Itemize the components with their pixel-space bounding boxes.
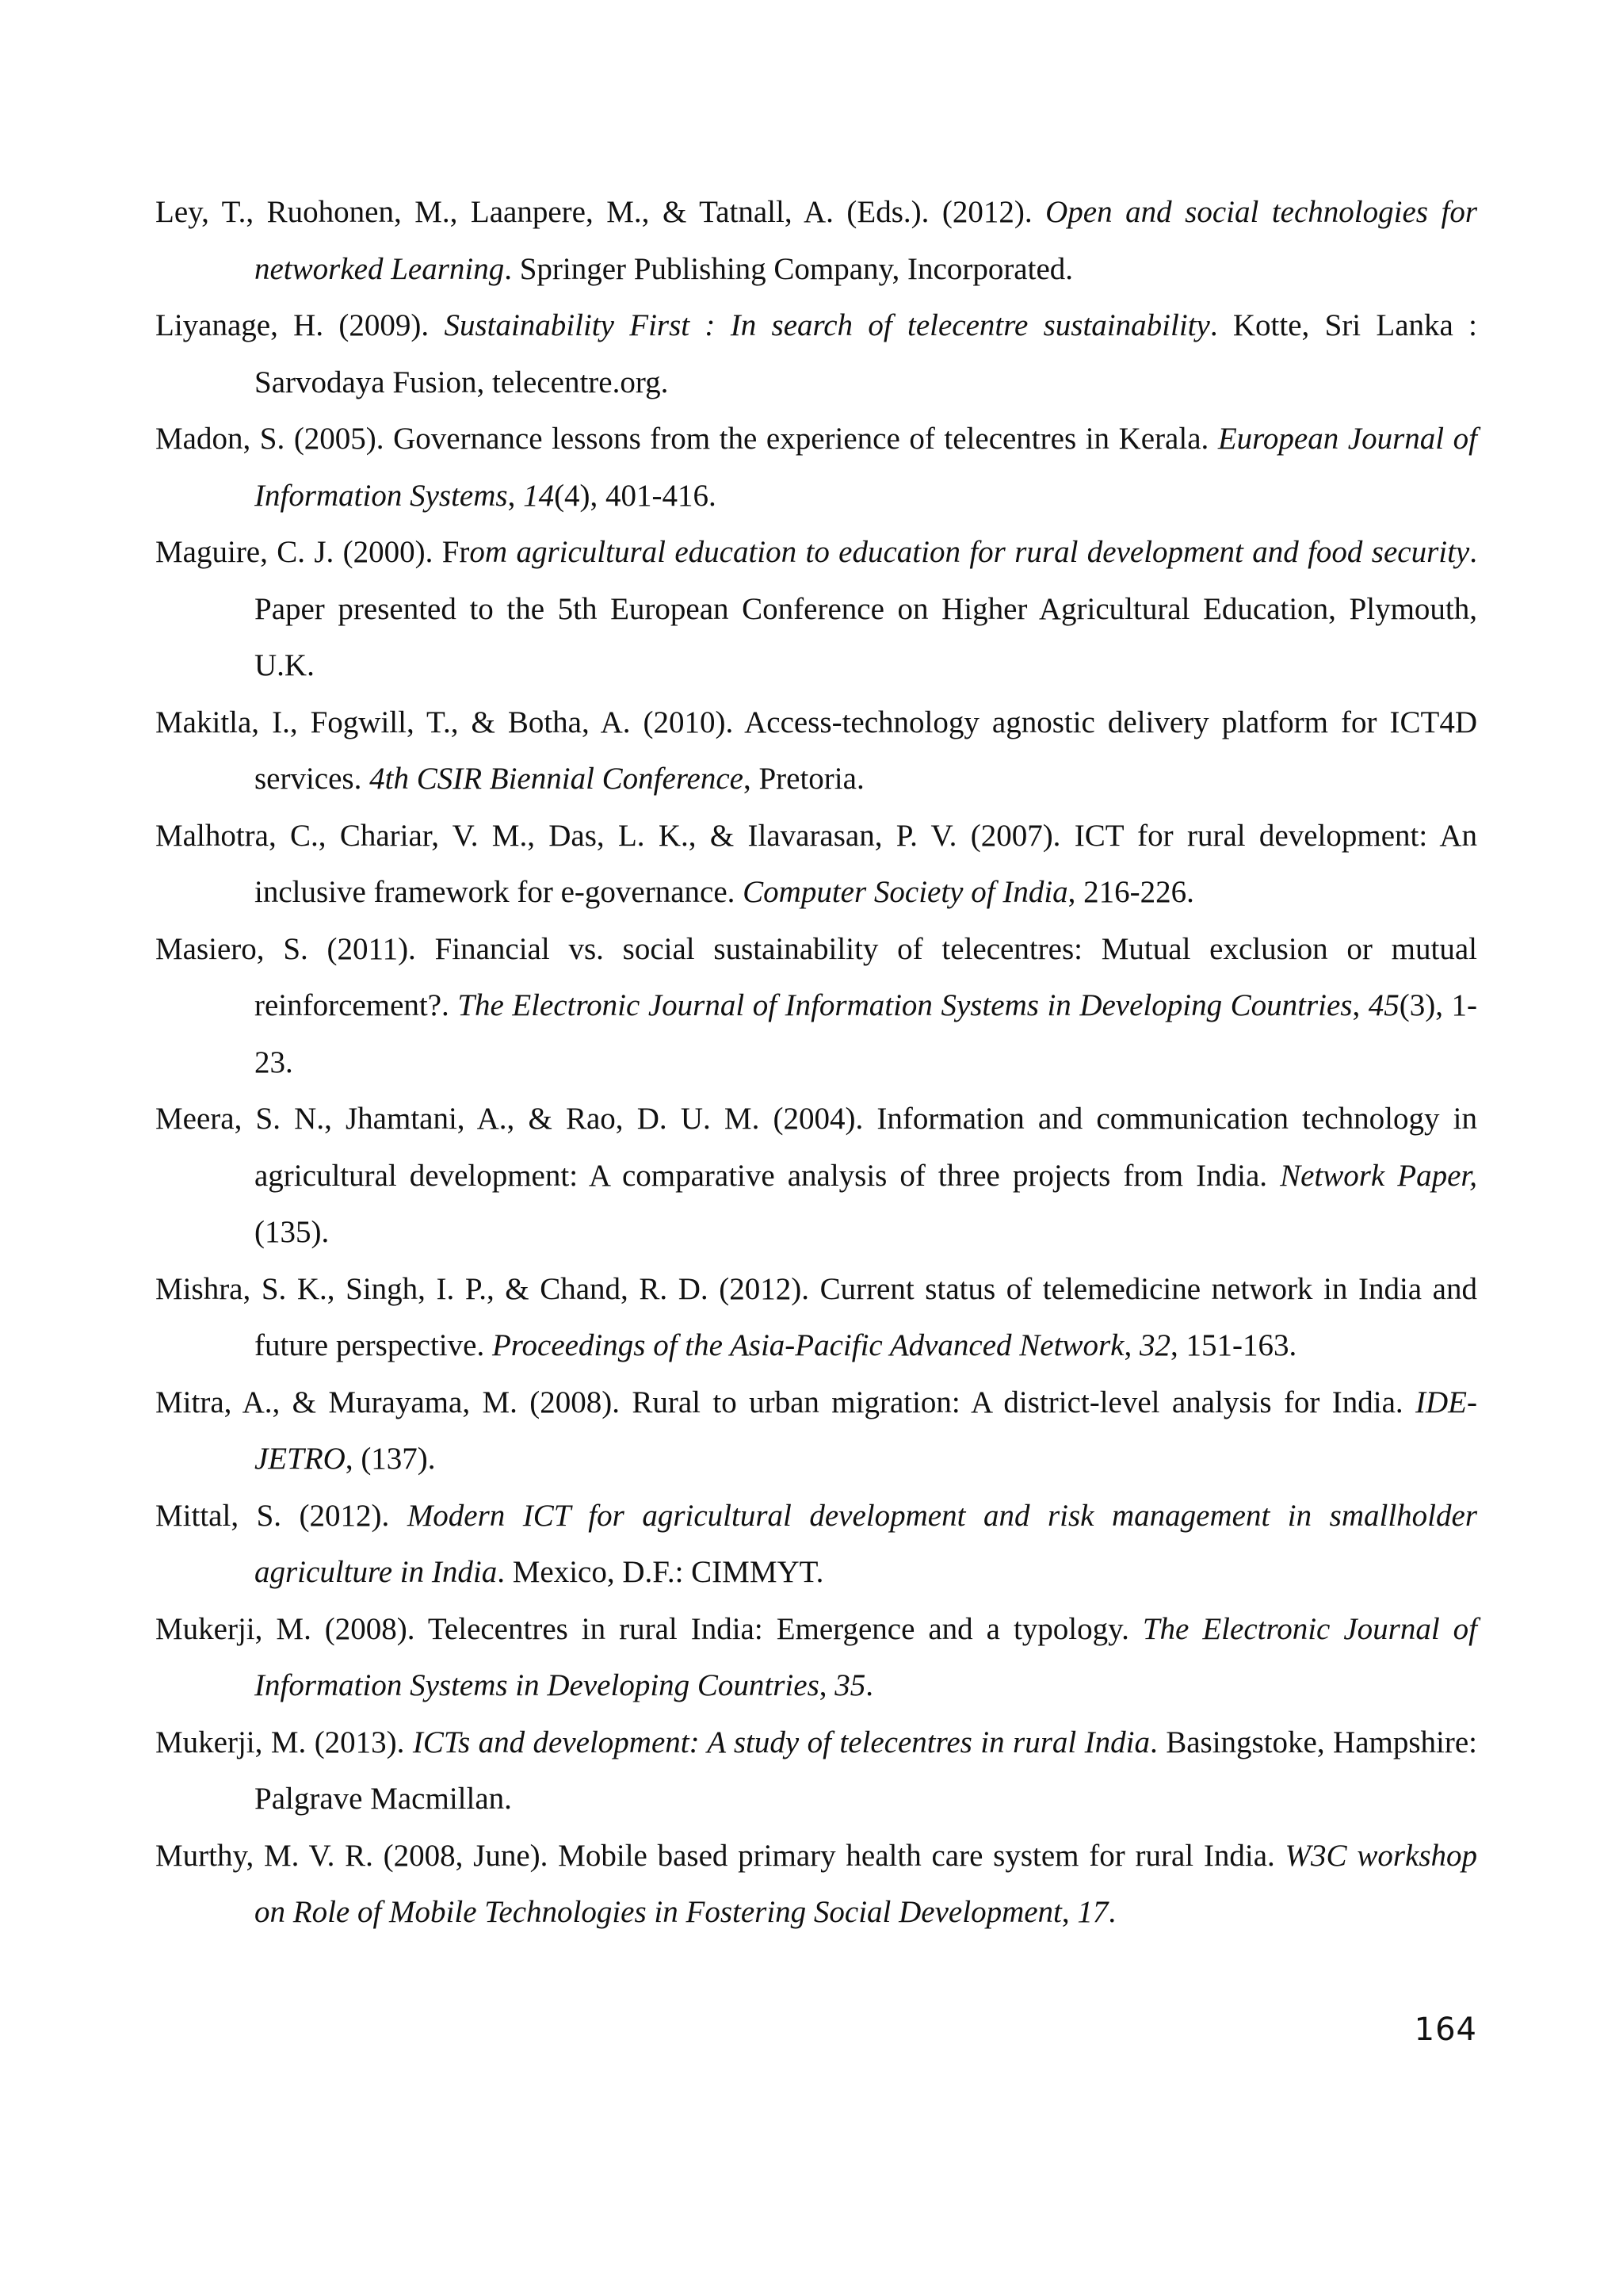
ref-text: , (137).	[345, 1442, 436, 1476]
reference-entry-makitla	[155, 694, 1477, 808]
ref-text: Ley, T., Ruohonen, M., Laanpere, M., & Tatnall, A. (Eds.). (2012).	[155, 195, 1046, 229]
reference-entry-malhotra	[155, 808, 1477, 921]
ref-text: Masiero, S. (2011). Financial vs. social sustainability of telecentres: Mutual exclusion or mutual reinforcement?.	[155, 931, 1477, 1022]
ref-text: , 216-226.	[1067, 875, 1194, 909]
ref-text: Mitra, A., & Murayama, M. (2008). Rural to urban migration: A district-level analysis for India.	[155, 1385, 1416, 1419]
ref-italic-source: W3C workshop on Role of Mobile Technologies in Fostering Social Development	[254, 1838, 1477, 1929]
ref-italic-title: om agricultural education to education for rural development and food security	[469, 535, 1470, 569]
ref-text: , 151-163.	[1170, 1328, 1297, 1362]
ref-text: (4), 401-416.	[554, 478, 716, 513]
ref-text: ,	[1124, 1328, 1140, 1362]
ref-italic-journal: European Journal of Information Systems	[254, 422, 1477, 513]
reference-entry-mukerji-2008	[155, 1601, 1477, 1714]
ref-text: Mittal, S. (2012).	[155, 1498, 407, 1533]
ref-text: Maguire, C. J. (2000). Fr	[155, 535, 470, 569]
ref-text: Liyanage, H. (2009).	[155, 308, 445, 342]
ref-text: Makitla, I., Fogwill, T., & Botha, A. (2010). Access-technology agnostic delivery platform for ICT4D services.	[155, 705, 1477, 796]
ref-text: Mishra, S. K., Singh, I. P., & Chand, R. D. (2012). Current status of telemedicine network in India and future perspective.	[155, 1271, 1477, 1362]
ref-text: .	[865, 1668, 874, 1702]
ref-text: . Mexico, D.F.: CIMMYT.	[497, 1555, 824, 1589]
ref-italic-journal: Network Paper,	[1280, 1158, 1477, 1193]
ref-italic-source: IDE-JETRO	[254, 1385, 1477, 1476]
ref-italic-volume: 45	[1368, 988, 1400, 1022]
reference-entry-mukerji-2013	[155, 1714, 1477, 1828]
ref-text: .	[1108, 1895, 1117, 1929]
ref-text: ,	[819, 1668, 835, 1702]
ref-italic-volume: 14	[523, 478, 555, 513]
ref-text: . Basingstoke, Hampshire: Palgrave Macmillan.	[254, 1725, 1477, 1816]
ref-text: Meera, S. N., Jhamtani, A., & Rao, D. U. M. (2004). Information and communication technology in agricultural development: A comparative analysis of three projects from India.	[155, 1102, 1477, 1193]
ref-text: , Pretoria.	[743, 762, 865, 796]
ref-italic-title: Modern ICT for agricultural development and risk management in smallholder agriculture in India	[254, 1498, 1477, 1589]
reference-entry-ley	[155, 184, 1477, 297]
reference-entry-mittal	[155, 1488, 1477, 1601]
ref-italic-journal: The Electronic Journal of Information Systems in Developing Countries	[457, 988, 1353, 1022]
ref-text: . Paper presented to the 5th European Conference on Higher Agricultural Education, Plymouth, U.K.	[254, 535, 1477, 682]
reference-entry-masiero	[155, 921, 1477, 1091]
page-number: 164	[1414, 2011, 1477, 2048]
ref-text: . Springer Publishing Company, Incorporated.	[504, 251, 1074, 286]
ref-text: Mukerji, M. (2008). Telecentres in rural India: Emergence and a typology.	[155, 1611, 1143, 1646]
ref-text: ,	[1061, 1895, 1078, 1929]
reference-list	[155, 184, 1477, 1941]
ref-italic-source: Computer Society of India	[743, 875, 1068, 909]
reference-entry-maguire	[155, 524, 1477, 694]
reference-entry-murthy	[155, 1828, 1477, 1941]
ref-text: (135).	[254, 1215, 330, 1249]
ref-italic-title: ICTs and development: A study of telecentres in rural India	[412, 1725, 1151, 1759]
ref-italic-conference: 4th CSIR Biennial Conference	[369, 762, 743, 796]
ref-text: ,	[1352, 988, 1369, 1022]
ref-italic-title: Open and social technologies for networked Learning	[254, 195, 1477, 286]
ref-italic-journal: The Electronic Journal of Information Systems in Developing Countries	[254, 1611, 1477, 1702]
ref-text: (3), 1-23.	[254, 988, 1477, 1079]
ref-text: . Kotte, Sri Lanka : Sarvodaya Fusion, telecentre.org.	[254, 308, 1478, 399]
ref-text: Mukerji, M. (2013).	[155, 1725, 413, 1759]
ref-italic-journal: Proceedings of the Asia-Pacific Advanced Network	[491, 1328, 1125, 1362]
ref-text: Malhotra, C., Chariar, V. M., Das, L. K., & Ilavarasan, P. V. (2007). ICT for rural development: An inclusive framework for e-governance.	[155, 818, 1477, 909]
ref-italic-volume: 17	[1077, 1895, 1109, 1929]
reference-entry-meera	[155, 1091, 1477, 1261]
reference-entry-madon	[155, 411, 1477, 524]
ref-text: ,	[507, 478, 524, 513]
reference-entry-mishra	[155, 1261, 1477, 1374]
ref-text: Madon, S. (2005). Governance lessons from the experience of telecentres in Kerala.	[155, 422, 1218, 456]
ref-italic-volume: 32	[1139, 1328, 1170, 1362]
ref-italic-volume: 35	[834, 1668, 866, 1702]
reference-entry-mitra	[155, 1374, 1477, 1488]
reference-entry-liyanage	[155, 297, 1477, 411]
ref-italic-title: Sustainability First : In search of telecentre sustainability	[444, 308, 1210, 342]
ref-text: Murthy, M. V. R. (2008, June). Mobile based primary health care system for rural India.	[155, 1838, 1285, 1873]
